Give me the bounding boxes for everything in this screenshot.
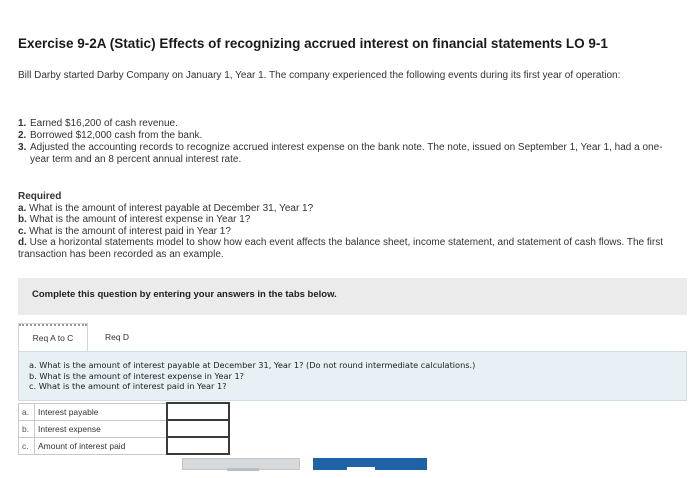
- required-item-b: [18, 214, 668, 226]
- required-text: Use a horizontal statements model to show how each event affects the balance sheet, income statement, and statement of cash flows. The first transaction has been recorded as an example.: [18, 237, 663, 260]
- required-section: [18, 191, 668, 260]
- tab-req-d[interactable]: [92, 323, 142, 351]
- answer-table: [18, 402, 230, 455]
- interest-paid-input[interactable]: [168, 438, 228, 453]
- events-list: [18, 118, 678, 166]
- tab-req-a-to-c[interactable]: [18, 323, 88, 351]
- event-text: Adjusted the accounting records to recognize accrued interest expense on the bank note. The note, issued on September 1, Year 1, had a one-year term and an 8 percent annual interest rate.: [30, 142, 663, 165]
- next-button[interactable]: [313, 458, 427, 470]
- row-letter: c.: [19, 437, 35, 454]
- row-label: Interest expense: [35, 420, 167, 437]
- question-box: [18, 351, 687, 401]
- interest-payable-input-cell[interactable]: [167, 403, 229, 420]
- required-letter: b.: [18, 214, 27, 225]
- row-letter: a.: [19, 403, 35, 420]
- intro-text: Bill Darby started Darby Company on January 1, Year 1. The company experienced the following events during its first year of operation:: [18, 70, 621, 81]
- required-heading: Required: [18, 191, 62, 202]
- event-text: Borrowed $12,000 cash from the bank.: [30, 130, 203, 141]
- prev-button[interactable]: [182, 458, 300, 470]
- row-label: Amount of interest paid: [35, 437, 167, 454]
- required-item-c: [18, 226, 668, 238]
- required-text: What is the amount of interest payable at December 31, Year 1?: [29, 202, 314, 214]
- event-item: [18, 142, 678, 166]
- event-item: [18, 118, 678, 130]
- event-text: Earned $16,200 of cash revenue.: [30, 118, 178, 129]
- row-letter: b.: [19, 420, 35, 437]
- required-letter: d.: [18, 237, 27, 248]
- required-text: What is the amount of interest expense in Year 1?: [29, 214, 251, 225]
- question-line-c: c. What is the amount of interest paid in Year 1?: [29, 381, 227, 391]
- tab-label: Req A to C: [32, 332, 74, 343]
- event-number: 3.: [18, 142, 27, 153]
- required-item-a: [18, 203, 668, 215]
- event-number: 1.: [18, 118, 27, 129]
- required-letter: c.: [18, 225, 27, 237]
- interest-expense-input[interactable]: [168, 421, 228, 436]
- required-text: What is the amount of interest paid in Year 1?: [29, 225, 231, 237]
- interest-paid-input-cell[interactable]: [167, 437, 229, 454]
- question-line-a: a. What is the amount of interest payable at December 31, Year 1? (Do not round intermediate calculations.): [29, 360, 476, 370]
- row-label: Interest payable: [35, 403, 167, 420]
- table-row: [19, 420, 229, 437]
- tab-label: Req D: [104, 332, 130, 342]
- interest-payable-input[interactable]: [168, 404, 228, 419]
- page-title: Exercise 9-2A (Static) Effects of recognizing accrued interest on financial statements LO 9-1: [18, 36, 608, 51]
- required-item-d: [18, 237, 668, 260]
- instruction-banner: Complete this question by entering your answers in the tabs below.: [18, 278, 687, 315]
- required-letter: a.: [18, 202, 27, 214]
- question-line-b: b. What is the amount of interest expense in Year 1?: [29, 370, 245, 381]
- interest-expense-input-cell[interactable]: [167, 420, 229, 437]
- event-item: [18, 130, 678, 142]
- event-number: 2.: [18, 130, 27, 141]
- table-row: [19, 403, 229, 420]
- table-row: [19, 437, 229, 454]
